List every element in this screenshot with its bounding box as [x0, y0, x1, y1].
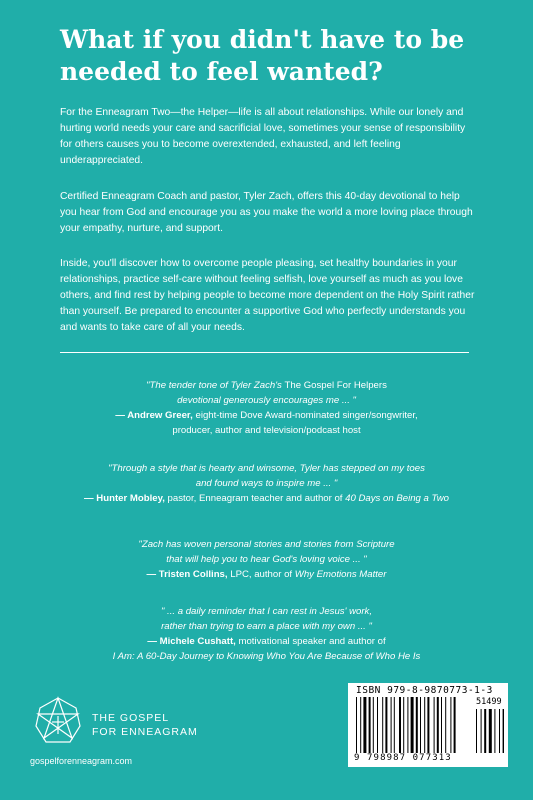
- price-addon-code: 51499: [476, 697, 502, 707]
- website-link[interactable]: gospelforenneagram.com: [30, 756, 133, 766]
- endorsement-quote-cont: that will help you to hear God's loving voice ... ": [166, 554, 367, 565]
- brand-line-2: FOR ENNEAGRAM: [92, 726, 198, 738]
- endorsement-quote-cont: and found ways to inspire me ... ": [195, 478, 338, 489]
- enneagram-cross-logo-icon: [30, 694, 86, 750]
- endorsement-book-title: I Am: A 60-Day Journey to Knowing Who You Are Because of Who He Is: [112, 651, 421, 662]
- endorsement-quote: "Through a style that is hearty and winsome, Tyler has stepped on my toes: [108, 463, 425, 474]
- brand-line-1: THE GOSPEL: [92, 712, 170, 724]
- endorsement-quote-cont: devotional generously encourages me ... ": [177, 395, 356, 406]
- isbn-barcode: [348, 683, 508, 767]
- endorsement-attribution: — Tristen Collins, LPC, author of Why Emotions Matter: [146, 569, 387, 580]
- barcode-bars: [354, 697, 504, 755]
- endorsement-attribution-cont: producer, author and television/podcast host: [172, 425, 361, 436]
- endorsement-mobley: [60, 461, 473, 506]
- brand-name: [92, 711, 198, 739]
- headline: What if you didn't have to be needed to feel wanted?: [60, 25, 465, 86]
- endorsement-attribution: — Hunter Mobley, pastor, Enneagram teacher and author of 40 Days on Being a Two: [84, 493, 449, 504]
- endorsement-collins: [60, 537, 473, 582]
- endorsement-quote: " ... a daily reminder that I can rest in Jesus' work,: [160, 606, 373, 617]
- endorsement-quote: "The tender tone of Tyler Zach's The Gospel For Helpers: [146, 380, 387, 391]
- endorsement-attribution: — Michele Cushatt, motivational speaker and author of: [147, 636, 386, 647]
- endorsement-greer: [60, 378, 473, 438]
- isbn-text: ISBN 979-8-9870773-1-3: [356, 685, 493, 696]
- barcode-digits: 9 798987 077313: [354, 753, 452, 763]
- description-paragraph-2: Certified Enneagram Coach and pastor, Tyler Zach, offers this 40-day devotional to help you hear from God and encourage you as you make the world a more loving place through your empathy, nurture, and support.: [60, 191, 473, 234]
- endorsement-cushatt: [60, 604, 473, 664]
- endorsement-attribution: — Andrew Greer, eight-time Dove Award-nominated singer/songwriter,: [115, 410, 418, 421]
- endorsement-quote-cont: rather than trying to earn a place with my own ... ": [161, 621, 372, 632]
- description-paragraph-3: Inside, you'll discover how to overcome people pleasing, set healthy boundaries in your relationships, practice self-care without feeling selfish, love yourself as much as you love others, and find rest by helping people to become more dependent on the Holy Spirit rather than yourself. Be prepared to encounter a supportive God who perfectly understands you and wants to take care of all your needs.: [60, 258, 475, 333]
- section-divider: [60, 352, 469, 353]
- endorsement-quote: "Zach has woven personal stories and stories from Scripture: [138, 539, 395, 550]
- description-paragraph-1: For the Enneagram Two—the Helper—life is all about relationships. While our lonely and hurting world needs your care and sacrificial love, sometimes your sense of responsibility for others causes you to become overextended, exhausted, and left feeling underappreciated.: [60, 107, 466, 166]
